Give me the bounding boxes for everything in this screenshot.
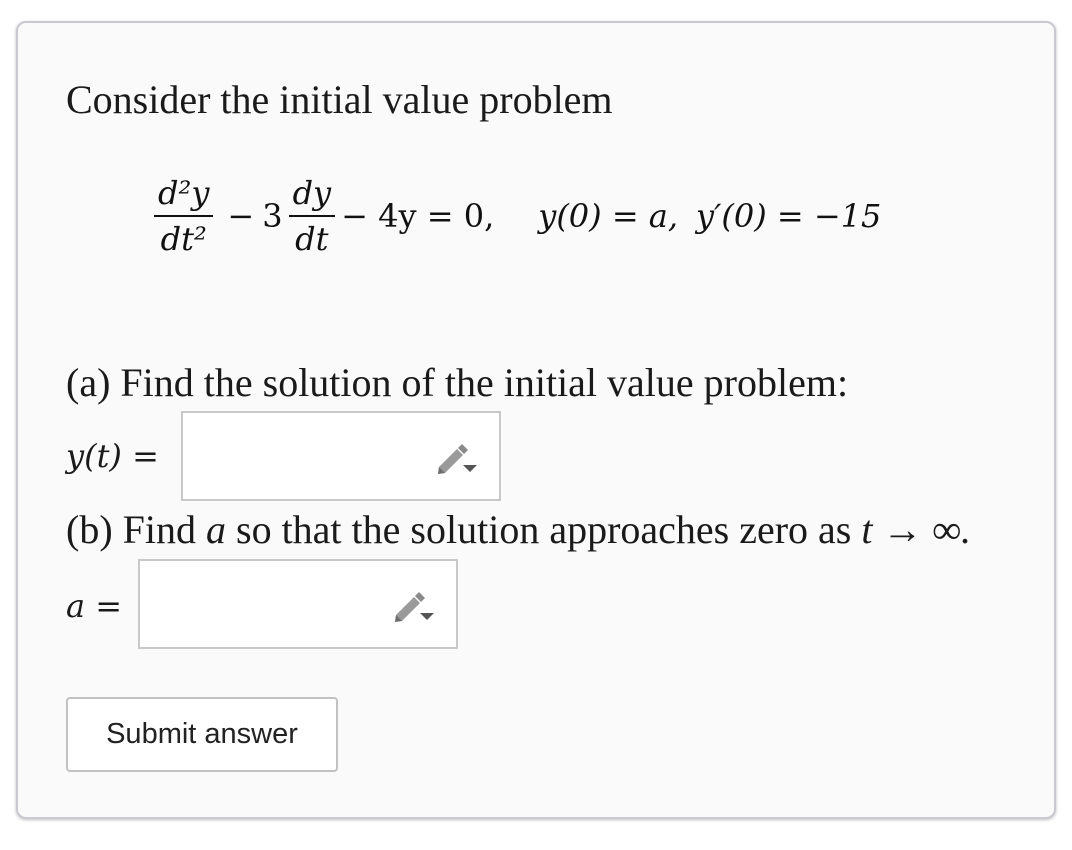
part-b-variable: a	[206, 507, 226, 552]
fraction-bar	[154, 215, 213, 217]
minus-sign: −	[227, 197, 255, 235]
fraction-denominator: dt	[295, 220, 329, 258]
coefficient: 3	[262, 197, 283, 235]
part-a-prompt: (a) Find the solution of the initial value problem:	[66, 360, 849, 405]
answer-a-input[interactable]	[138, 559, 458, 649]
initial-condition-1: y(0) = a,	[538, 197, 679, 235]
fraction-denominator: dt²	[160, 220, 207, 258]
pencil-dropdown-icon[interactable]	[392, 589, 436, 623]
initial-condition-2: y′(0) = −15	[696, 197, 882, 235]
pencil-dropdown-icon[interactable]	[435, 441, 479, 475]
part-b-text-middle: so that the solution approaches zero as	[236, 507, 852, 552]
answer-y-input[interactable]	[181, 411, 501, 501]
first-derivative-fraction	[289, 173, 336, 259]
ode-equation	[148, 168, 881, 264]
submit-answer-button[interactable]: Submit answer	[66, 697, 338, 772]
part-b-prompt	[66, 502, 971, 558]
fraction-numerator: dy	[292, 174, 332, 212]
question-intro: Consider the initial value problem	[66, 77, 613, 122]
part-b-text-start: (b) Find	[66, 507, 196, 552]
part-b-limit: t → ∞.	[861, 507, 972, 552]
fraction-numerator: d²y	[158, 174, 210, 212]
second-derivative-fraction	[154, 173, 213, 259]
fraction-bar	[289, 215, 336, 217]
equation-remainder: − 4y = 0,	[341, 197, 495, 235]
answer-y-label: y(t) =	[66, 437, 159, 475]
answer-a-label: a =	[66, 587, 123, 625]
